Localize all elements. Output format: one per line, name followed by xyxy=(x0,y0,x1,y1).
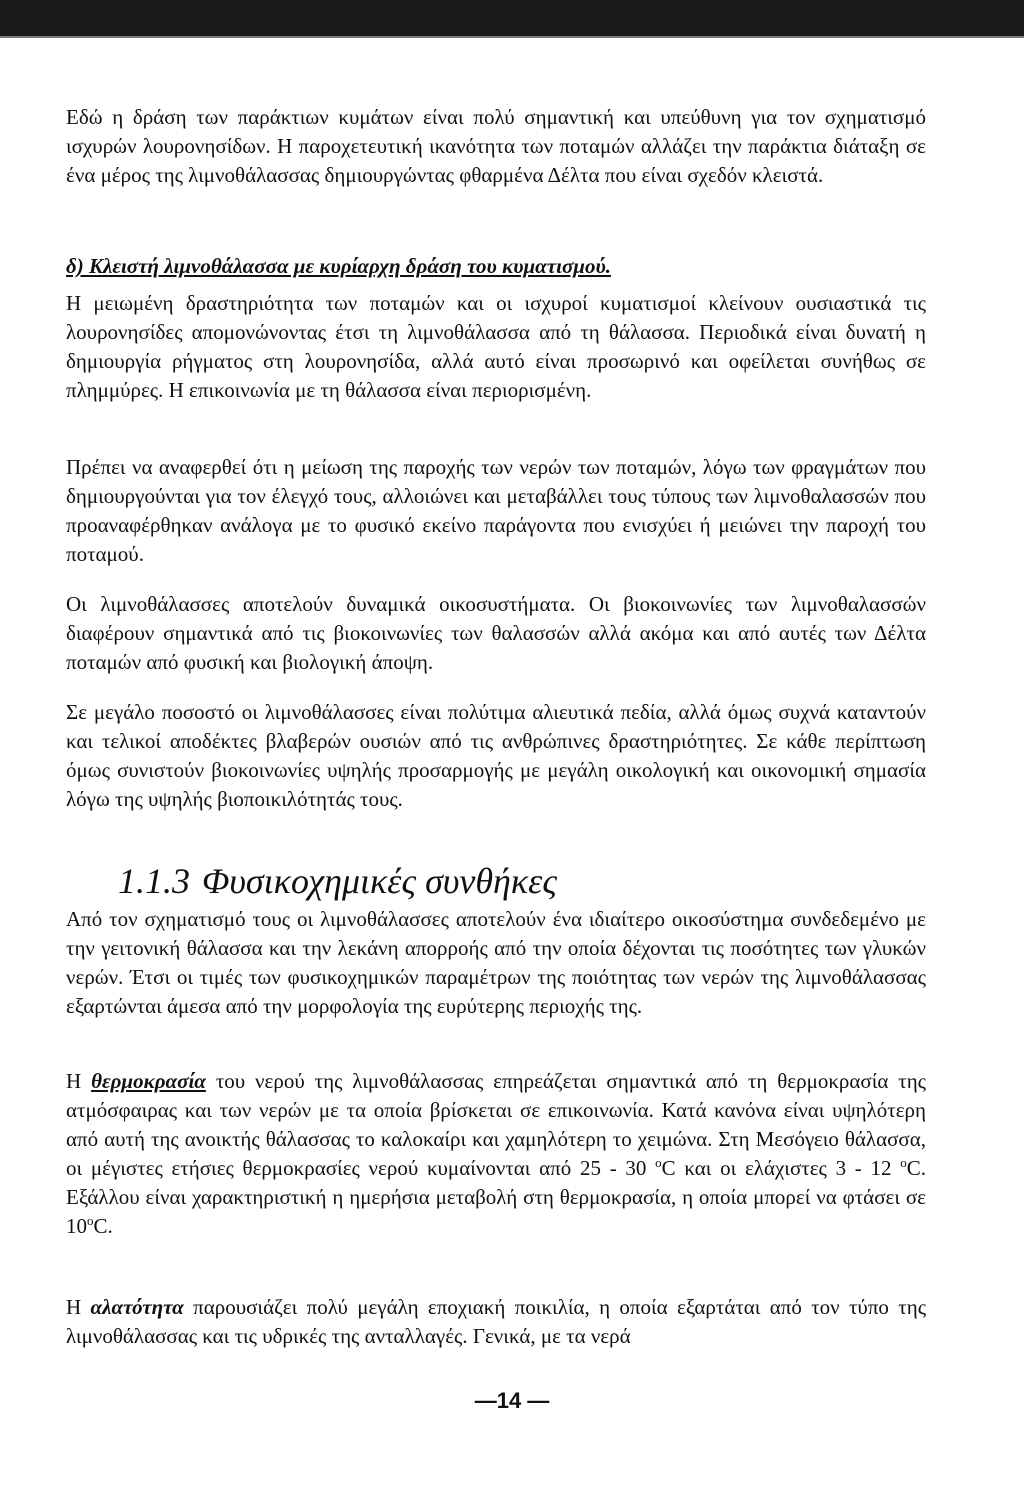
paragraph-text xyxy=(66,1293,926,1351)
paragraph-lead: Η xyxy=(66,1069,92,1093)
paragraph-lead: Η xyxy=(66,1295,91,1319)
page-number: —14 — xyxy=(474,1388,550,1413)
paragraph-text: Οι λιμνοθάλασσες αποτελούν δυναμικά οικοσυστήματα. Οι βιοκοινωνίες των λιμνοθαλασσών διαφέρουν σημαντικά από τις βιοκοινωνίες των θαλασσών αλλά ακόμα και από αυτές των Δέλτα ποταμών από φυσική και βιολογική άποψη. xyxy=(66,592,926,674)
paragraph-temperature xyxy=(66,1067,926,1241)
paragraph-salinity xyxy=(66,1293,926,1351)
term-temperature: θερμοκρασία xyxy=(91,1069,206,1093)
degree-symbol: o xyxy=(655,1155,662,1170)
paragraph-fishing-grounds xyxy=(66,698,926,814)
paragraph-body: του νερού της λιμνοθάλασσας επηρεάζεται σημαντικά από τη θερμοκρασία της ατμόσφαιρας και των νερών με τα οποία βρίσκεται σε επικοινωνία. Κατά κανόνα είναι υψηλότερη από αυτή της ανοικτής θάλασσας το καλοκαίρι και χαμηλότερη το χειμώνα. Στη Μεσόγειο θάλασσα, οι μέγιστες ετήσιες θερμοκρασίες νερού κυμαίνονται από 25 - 30 xyxy=(66,1069,926,1180)
degree-symbol: o xyxy=(87,1213,94,1228)
paragraph-reduced-rivers xyxy=(66,289,926,405)
term-salinity: αλατότητα xyxy=(90,1295,184,1319)
degree-symbol: o xyxy=(900,1155,907,1170)
paragraph-body: C και οι ελάχιστες 3 - 12 xyxy=(661,1156,901,1180)
paragraph-dams xyxy=(66,453,926,569)
paragraph-body: C. xyxy=(93,1214,113,1238)
paragraph-text: Σε μεγάλο ποσοστό οι λιμνοθάλασσες είναι πολύτιμα αλιευτικά πεδία, αλλά όμως συχνά καταντούν και τελικοί αποδέκτες βλαβερών ουσιών από τις ανθρώπινες δραστηριότητες. Σε κάθε περίπτωση όμως συνιστούν βιοκοινωνίες υψηλής προσαρμογής με μεγάλη οικολογική και οικονομική σημασία λόγω της υψηλής βιοποικιλότητάς τους. xyxy=(66,700,926,811)
scan-top-border-edge xyxy=(0,36,1024,38)
paragraph-text: Εδώ η δράση των παράκτιων κυμάτων είναι πολύ σημαντική και υπεύθυνη για τον σχηματισμό ισχυρών λουρονησίδων. Η παροχετευτική ικανότητα των ποταμών αλλάζει την παράκτια διάταξη σε ένα μέρος της λιμνοθάλασσας δημιουργώντας φθαρμένα Δέλτα που είναι σχεδόν κλειστά. xyxy=(66,105,926,187)
paragraph-text xyxy=(66,1067,926,1241)
subheading-closed-lagoon: δ) Κλειστή λιμνοθάλασσα με κυρίαρχη δράση του κυματισμού. xyxy=(66,254,611,278)
paragraph-coastal-waves xyxy=(66,103,926,190)
scan-top-border xyxy=(0,0,1024,36)
paragraph-text: Από τον σχηματισμό τους οι λιμνοθάλασσες αποτελούν ένα ιδιαίτερο οικοσύστημα συνδεδεμένο με την γειτονική θάλασσα και την λεκάνη απορροής από την οποία δέχονται τις ποσότητες των γλυκών νερών. Έτσι οι τιμές των φυσικοχημικών παραμέτρων της ποιότητας των νερών της λιμνοθάλασσας εξαρτώνται άμεσα από την μορφολογία της ευρύτερης περιοχής της. xyxy=(66,907,926,1018)
section-title: Φυσικοχημικές συνθήκες xyxy=(202,861,557,901)
paragraph-text: Πρέπει να αναφερθεί ότι η μείωση της παροχής των νερών των ποταμών, λόγω των φραγμάτων που δημιουργούνται για τον έλεγχό τους, αλλοιώνει και μεταβάλλει τους τύπους των λιμνοθαλασσών που προαναφέρθηκαν ανάλογα με το φυσικό εκείνο παράγοντα που ενισχύει ή μειώνει την παροχή του ποταμού. xyxy=(66,455,926,566)
section-heading xyxy=(118,860,557,902)
section-number: 1.1.3 xyxy=(118,861,190,901)
paragraph-body: παρουσιάζει πολύ μεγάλη εποχιακή ποικιλία, η οποία εξαρτάται από τον τύπο της λιμνοθάλασσας και τις υδρικές της ανταλλαγές. Γενικά, με τα νερά xyxy=(66,1295,927,1348)
paragraph-text: Η μειωμένη δραστηριότητα των ποταμών και οι ισχυροί κυματισμοί κλείνουν ουσιαστικά τις λουρονησίδες απομονώνοντας έτσι τη λιμνοθάλασσα από τη θάλασσα. Περιοδικά είναι δυνατή η δημιουργία ρήγματος στη λουρονησίδα, αλλά αυτό είναι προσωρινό και οφείλεται συνήθως σε πλημμύρες. Η επικοινωνία με τη θάλασσα είναι περιορισμένη. xyxy=(66,291,926,402)
paragraph-body: C. Εξάλλου είναι χαρακτηριστική η ημερήσια μεταβολή στη θερμοκρασία, η οποία μπορεί να φτάσει σε 10 xyxy=(66,1156,926,1238)
paragraph-physicochemical-intro xyxy=(66,905,926,1021)
paragraph-dynamic-ecosystems xyxy=(66,590,926,677)
